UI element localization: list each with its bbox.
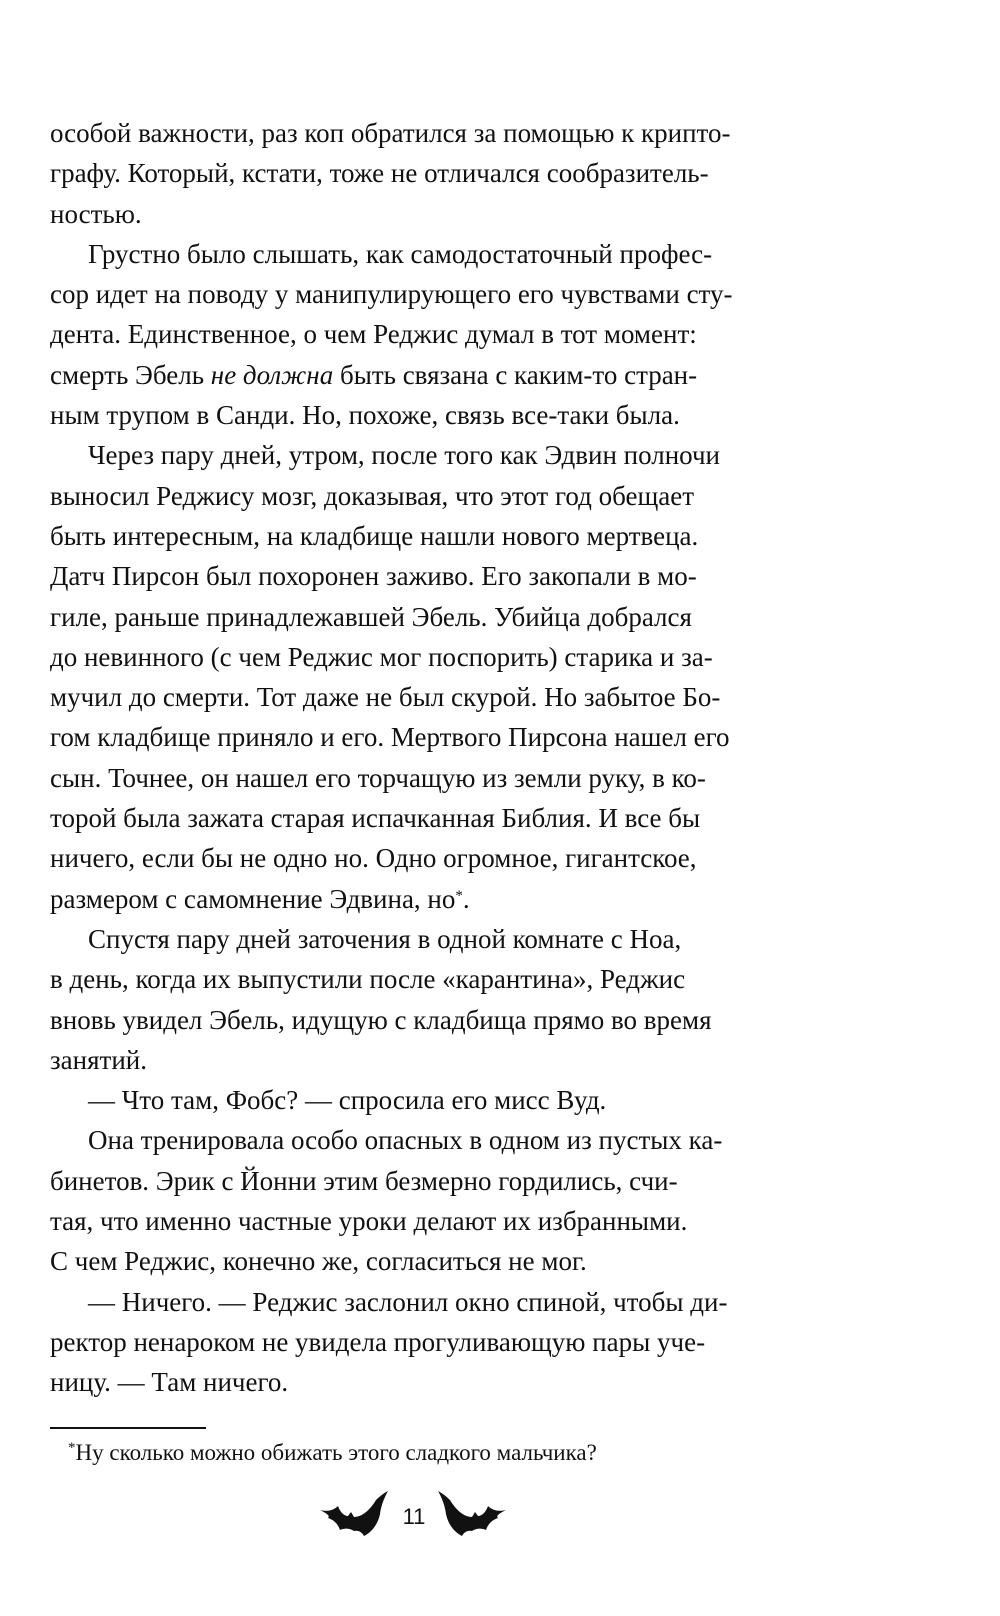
footnote: [68, 1437, 597, 1469]
text-line: сын. Точнее, он нашел его торчащую из земли руку, в ко-: [50, 762, 706, 793]
text-line: вновь увидел Эбель, идущую с кладбища прямо во время: [50, 1004, 712, 1035]
text-line: Через пару дней, утром, после того как Эдвин полночи: [88, 440, 721, 471]
text-line: Она тренировала особо опасных в одном из пустых ка-: [88, 1125, 723, 1156]
text-line: гиле, раньше принадлежавшей Эбель. Убийца добрался: [50, 601, 692, 632]
text-line: ницу. — Там ничего.: [50, 1367, 289, 1398]
text-line: торой была зажата старая испачканная Библия. И все бы: [50, 803, 701, 834]
text-line: ректор ненароком не увидела прогуливающую пары уче-: [50, 1326, 706, 1357]
bat-icon: [318, 1490, 390, 1538]
text-line: сор идет на поводу у манипулирующего его чувствами сту-: [50, 279, 733, 310]
text-line: до невинного (с чем Реджис мог поспорить) старика и за-: [50, 641, 713, 672]
text-line: быть интересным, на кладбище нашли нового мертвеца.: [50, 520, 699, 551]
footnote-ref[interactable]: *: [455, 887, 463, 904]
text-line: графу. Который, кстати, тоже не отличался сообразитель-: [50, 158, 709, 189]
text-line: Спустя пару дней заточения в одной комнате с Ноа,: [88, 923, 682, 954]
text-line: ным трупом в Санди. Но, похоже, связь все-таки была.: [50, 400, 680, 431]
text-line: гом кладбище приняло и его. Мертвого Пирсона нашел его: [50, 722, 730, 753]
page-footer: [318, 1490, 518, 1550]
text-line: — Что там, Фобс? — спросила его мисс Вуд.: [88, 1085, 607, 1116]
body-text: [50, 113, 772, 1403]
text-line: занятий.: [50, 1044, 147, 1075]
text-line: Грустно было слышать, как самодостаточный профес-: [88, 238, 713, 269]
footnote-divider: [50, 1427, 206, 1429]
text-line: особой важности, раз коп обратился за помощью к крипто-: [50, 118, 731, 148]
footnote-marker: *: [68, 1440, 76, 1456]
page-number: 11: [402, 1504, 426, 1529]
text-line: ностью.: [50, 198, 142, 229]
text-line: ничего, если бы не одно но. Одно огромное, гигантское,: [50, 843, 697, 874]
text-line: мучил до смерти. Тот даже не был скурой. Но забытое Бо-: [50, 682, 721, 713]
text-line: в день, когда их выпустили после «карантина», Реджис: [50, 964, 686, 995]
text-line: тая, что именно частные уроки делают их избранными.: [50, 1206, 688, 1237]
text-line: С чем Реджис, конечно же, согласиться не мог.: [50, 1246, 587, 1277]
footnote-text: Ну сколько можно обижать этого сладкого мальчика?: [75, 1440, 597, 1465]
text-line: смерть Эбель не должна быть связана с каким-то стран-: [50, 359, 698, 390]
text-line: бинетов. Эрик с Йонни этим безмерно гордились, счи-: [50, 1165, 678, 1196]
text-line: — Ничего. — Реджис заслонил окно спиной, чтобы ди-: [88, 1286, 728, 1317]
text-line: выносил Реджису мозг, доказывая, что этот год обещает: [50, 480, 695, 511]
text-line: дента. Единственное, о чем Реджис думал в тот момент:: [50, 319, 697, 350]
emphasis: не должна: [210, 359, 334, 390]
text-line: размером с самомнение Эдвина, но*.: [50, 883, 470, 914]
bat-icon: [436, 1490, 508, 1538]
text-line: Датч Пирсон был похоронен заживо. Его закопали в мо-: [50, 561, 697, 592]
